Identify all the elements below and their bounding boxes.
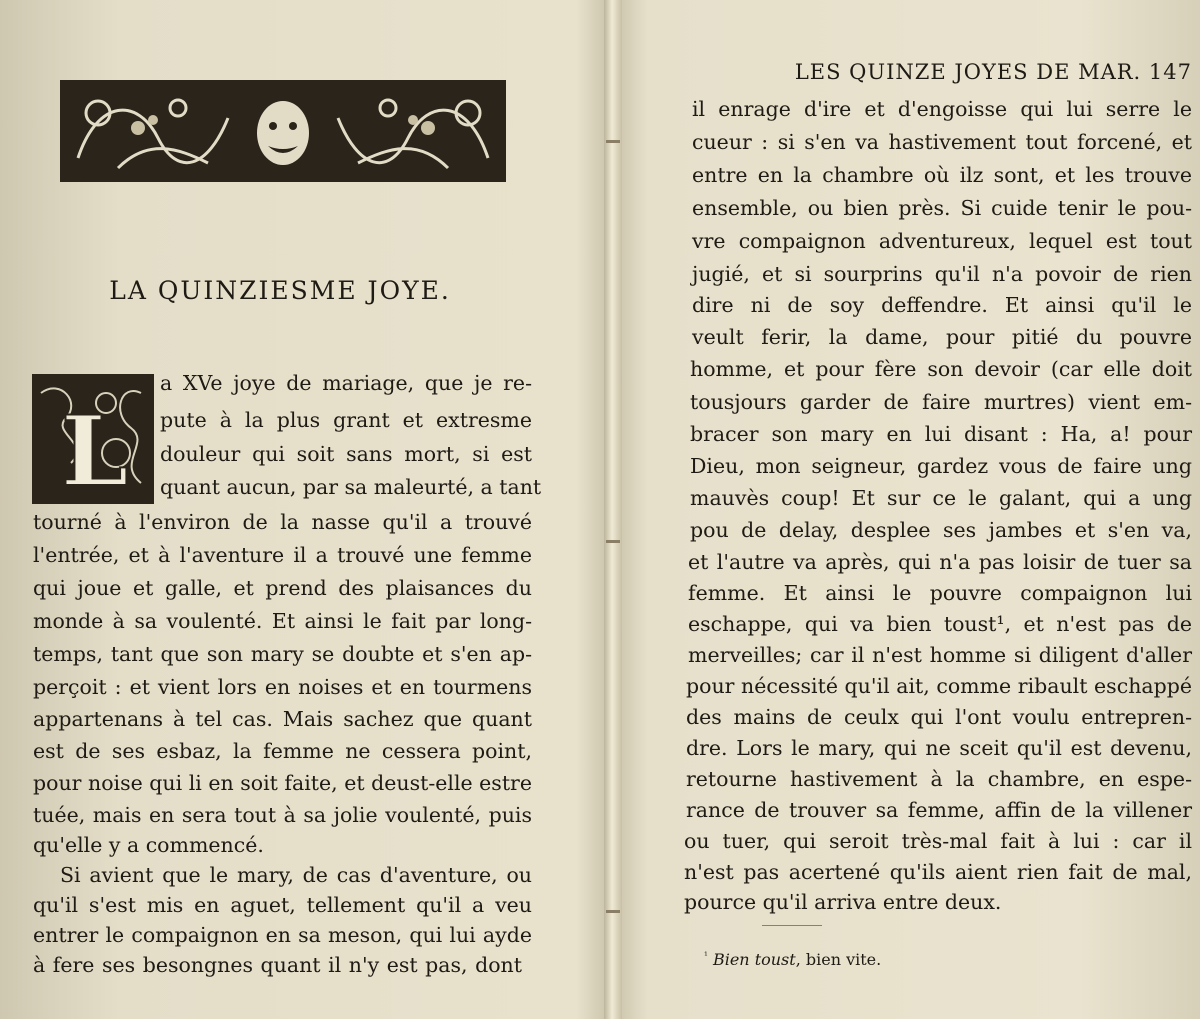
text-line: à fere ses besongnes quant il n'y est pas, dont [33, 953, 522, 977]
text-line: qui joue et galle, et prend des plaisances du [33, 576, 532, 600]
text-line: tuée, mais en sera tout à sa jolie voulenté, puis [33, 803, 532, 827]
woodcut-headpiece-ornament [58, 78, 508, 184]
text-line: pour noise qui li en soit faite, et deust-elle estre [33, 771, 532, 795]
text-line: et l'autre va après, qui n'a pas loisir de tuer sa [688, 550, 1192, 574]
text-line: vre compaignon adventureux, lequel est tout [692, 229, 1192, 253]
text-line: monde à sa voulenté. Et ainsi le fait par long- [33, 609, 532, 633]
footnote [704, 950, 881, 969]
right-page [622, 0, 1200, 1019]
text-line: il enrage d'ire et d'engoisse qui lui serre le [692, 97, 1192, 121]
binding-stitch [606, 140, 620, 143]
footnote-term: Bien toust [712, 950, 796, 969]
text-line: temps, tant que son mary se doubte et s'en ap- [33, 642, 532, 666]
binding-stitch [606, 540, 620, 543]
text-line: bracer son mary en lui disant : Ha, a! pour [690, 422, 1192, 446]
text-line: eschappe, qui va bien toust¹, et n'est pas de [688, 612, 1192, 636]
footnote-divider [762, 925, 822, 926]
text-line: merveilles; car il n'est homme si diligent d'aller [688, 643, 1192, 667]
text-line: n'est pas acertené qu'ils aient rien fait de mal, [684, 860, 1192, 884]
text-line: pute à la plus grant et extresme [160, 408, 532, 432]
text-line: a XVe joye de mariage, que je re- [160, 371, 532, 395]
chapter-title: LA QUINZIESME JOYE. [109, 276, 451, 305]
text-line: appartenans à tel cas. Mais sachez que quant [33, 707, 532, 731]
decorated-initial-letter-l [31, 373, 155, 505]
text-line: l'entrée, et à l'aventure il a trouvé une femme [33, 543, 532, 567]
footnote-marker: ¹ [704, 950, 708, 962]
footnote-text: , bien vite. [795, 950, 882, 969]
text-line: douleur qui soit sans mort, si est [160, 442, 532, 466]
text-line: dire ni de soy deffendre. Et ainsi qu'il le [692, 293, 1192, 317]
text-line: retourne hastivement à la chambre, en espe- [686, 767, 1192, 791]
text-line: pour nécessité qu'il ait, comme ribault eschappé [686, 674, 1192, 698]
text-line: des mains de ceulx qui l'ont voulu entrepren- [686, 705, 1192, 729]
text-line: perçoit : et vient lors en noises et en tourmens [33, 675, 532, 699]
text-line: veult ferir, la dame, pour pitié du pouvre [692, 325, 1192, 349]
text-line: quant aucun, par sa maleurté, a tant [160, 475, 542, 499]
text-line: entre en la chambre où ilz sont, et les trouve [692, 163, 1192, 187]
text-line: cueur : si s'en va hastivement tout forcené, et [692, 130, 1192, 154]
text-line: ensemble, ou bien près. Si cuide tenir le pou- [692, 196, 1192, 220]
text-line: jugié, et si sourprins qu'il n'a povoir de rien [692, 262, 1192, 286]
text-line: qu'il s'est mis en aguet, tellement qu'il a veu [33, 893, 532, 917]
text-line: Si avient que le mary, de cas d'aventure, ou [60, 863, 532, 887]
text-line: ou tuer, qui seroit très-mal fait à lui : car il [684, 829, 1192, 853]
book-gutter [604, 0, 622, 1019]
text-line: pource qu'il arriva entre deux. [684, 890, 1002, 914]
binding-stitch [606, 910, 620, 913]
text-line: pou de delay, desplee ses jambes et s'en va, [690, 518, 1192, 542]
svg-text:L: L [61, 395, 129, 505]
text-line: femme. Et ainsi le pouvre compaignon lui [688, 581, 1192, 605]
text-line: mauvès coup! Et sur ce le galant, qui a ung [690, 486, 1192, 510]
text-line: tousjours garder de faire murtres) vient em- [690, 390, 1192, 414]
text-line: tourné à l'environ de la nasse qu'il a trouvé [33, 510, 532, 534]
running-head-with-page-number: LES QUINZE JOYES DE MAR. 147 [794, 60, 1192, 84]
text-line: rance de trouver sa femme, affin de la villener [686, 798, 1192, 822]
text-line: homme, et pour fère son devoir (car elle doit [690, 357, 1192, 381]
text-line: est de ses esbaz, la femme ne cessera point, [33, 739, 532, 763]
text-line: dre. Lors le mary, qui ne sceit qu'il est devenu, [686, 736, 1192, 760]
text-line: Dieu, mon seigneur, gardez vous de faire ung [690, 454, 1192, 478]
text-line: qu'elle y a commencé. [33, 833, 264, 857]
text-line: entrer le compaignon en sa meson, qui lui ayde [33, 923, 532, 947]
